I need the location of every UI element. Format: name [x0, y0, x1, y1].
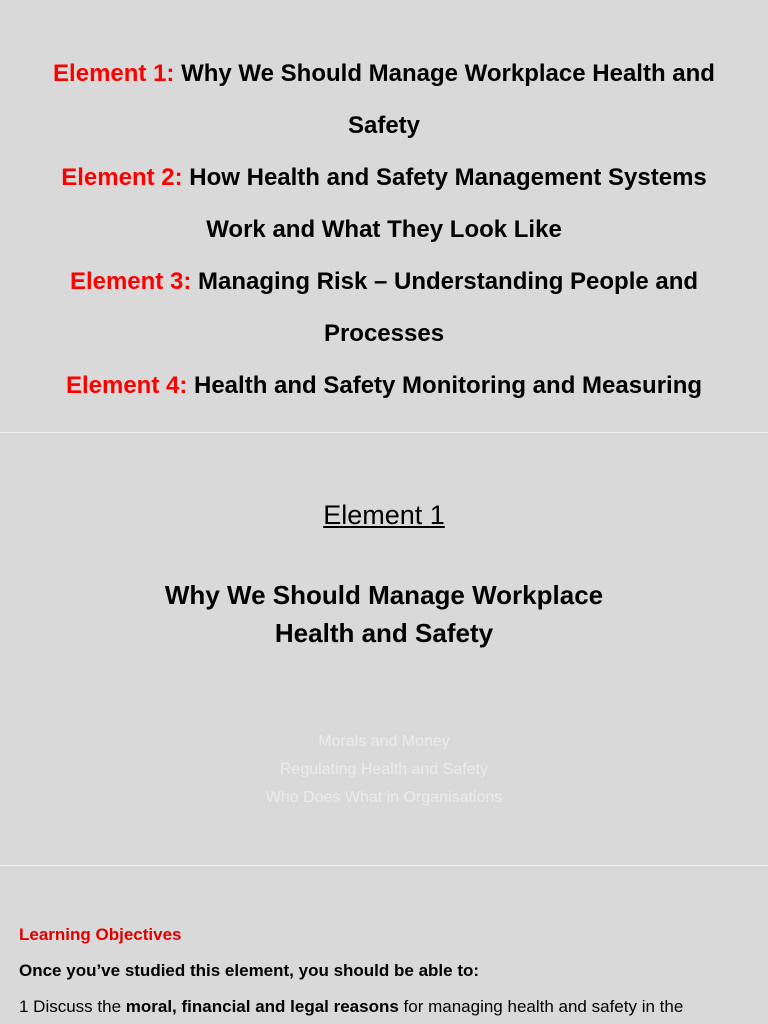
element-3-line-2: Processes [323, 320, 445, 347]
element-4-line-1 [0, 360, 768, 412]
slide-element-list [0, 0, 768, 433]
learning-objectives-intro: Once you’ve studied this element, you should be able to: [19, 961, 480, 980]
element-list [0, 48, 768, 412]
element-3-line-1 [0, 256, 768, 308]
objective-1-prefix: 1 Discuss the [19, 997, 126, 1016]
element-2-prefix: Element 2: [61, 164, 183, 191]
learning-objective-1 [19, 994, 683, 1020]
element-2-title-part-1: How Health and Safety Management Systems [189, 164, 707, 191]
element-2-line-1 [0, 152, 768, 204]
element-1-title [0, 576, 768, 652]
element-1-prefix: Element 1: [53, 60, 175, 87]
element-4-prefix: Element 4: [65, 372, 188, 399]
element-1-topics [0, 728, 768, 812]
element-2-line-2: Work and What They Look Like [206, 216, 562, 243]
topic-regulating-health-and-safety: Regulating Health and Safety [279, 761, 489, 778]
element-3-title-part-1: Managing Risk – Understanding People and [197, 268, 699, 295]
objective-1-emphasis: moral, financial and legal reasons [125, 997, 399, 1016]
element-1-title-line-1: Why We Should Manage Workplace [164, 580, 604, 610]
objective-1-suffix: for managing health and safety in the [398, 997, 684, 1016]
element-4-title: Health and Safety Monitoring and Measuring [194, 372, 703, 399]
element-1-heading: Element 1 [323, 500, 445, 530]
topic-morals-and-money: Morals and Money [318, 733, 450, 750]
topic-who-does-what: Who Does What in Organisations [265, 789, 503, 806]
element-1-title-line-2: Health and Safety [274, 618, 494, 648]
element-1-title-part-1: Why We Should Manage Workplace Health and [181, 60, 715, 87]
learning-objectives-label: Learning Objectives [19, 925, 182, 944]
element-1-line-2: Safety [347, 112, 421, 139]
element-3-prefix: Element 3: [69, 268, 192, 295]
element-1-line-1 [0, 48, 768, 100]
